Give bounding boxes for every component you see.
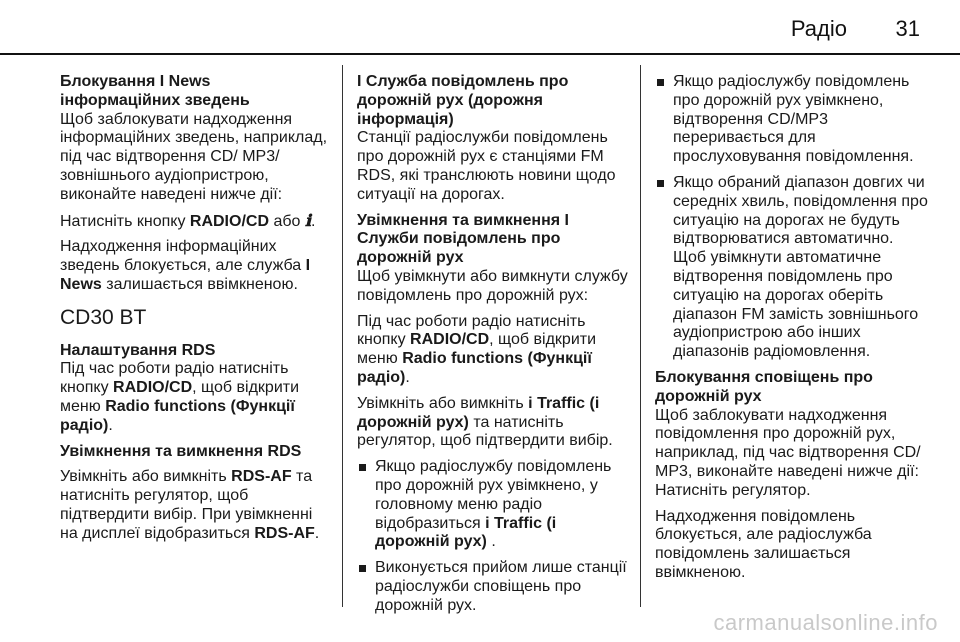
text: Увімкніть або вимкніть [60,468,232,486]
column-2 [357,73,629,623]
text: Якщо радіослужбу повідомлень про дорожній рух увімкнено, у головному меню радіо відобразиться [375,458,612,532]
text: Надходження інформаційних зведень блокується, але служба [60,238,306,275]
text: Натисніть кнопку [60,212,190,230]
column-1 [60,73,332,551]
bullet-square-icon [657,79,664,86]
traffic-menu-instruction [357,313,629,388]
traffic-option: i Traffic (і дорожній рух) [375,514,557,551]
section-heading: CD30 BT [60,305,147,329]
text: Увімкніть або вимкніть [357,394,529,412]
text: . [486,533,496,551]
bullet-item [655,174,930,362]
rds-toggle-heading: Увімкнення та вимкнення RDS [60,442,302,460]
traffic-toggle-heading: Увімкнення та вимкнення I Служби повідомлень про дорожній рух [357,211,569,267]
bullet-item [655,73,930,167]
bullet-item [357,458,629,552]
bullet-item [357,559,629,615]
traffic-service-section [357,73,629,205]
news-block-heading: Блокування I News інформаційних зведень [60,73,250,109]
text: . [314,524,320,542]
info-icon: ℹ [304,210,311,230]
traffic-service-text: Станції радіослужби повідомлень про дорожній рух є станціями FM RDS, які транслюють новини щодо ситуації на дорогах. [357,129,616,203]
bullet-square-icon [359,464,366,471]
traffic-block-section [655,369,930,501]
traffic-service-heading: I Служба повідомлень про дорожній рух (дорожня інформація) [357,73,569,128]
rds-af-key: RDS-AF [231,468,292,486]
header-rule [0,53,960,55]
traffic-block-result: Надходження повідомлень блокується, але радіослужба повідомлень залишається ввімкненою. [655,507,872,581]
text: . [310,212,316,230]
text: та натисніть регулятор, щоб підтвердити вибір. [357,413,613,450]
text: або [269,212,305,230]
rds-setup-section [60,342,332,436]
traffic-option: i Traffic (і дорожній рух) [357,394,600,431]
traffic-toggle-text: Щоб увімкнути або вимкнути службу повідомлень про дорожній рух: [357,267,628,304]
bullet-square-icon [657,180,664,187]
rds-setup-heading: Налаштування RDS [60,341,216,359]
page-header [0,0,960,52]
radio-functions-menu: Radio functions (Функції радіо) [60,397,295,434]
text: . [108,416,113,434]
rds-toggle-heading-wrap [60,443,332,462]
traffic-enable-instruction [357,395,629,451]
text: , щоб відкрити меню [357,331,597,368]
news-block-text: Щоб заблокувати надходження інформаційних зведень, наприклад, під час відтворення CD/ MP3/зовнішнього аудіопристрою, виконайте наведені нижче дії: [60,110,328,203]
text: , щоб відкрити меню [60,379,300,415]
text: Виконується прийом лише станції радіослужби сповіщень про дорожній рух. [375,559,627,614]
radio-functions-menu: Radio functions (Функції радіо) [357,350,592,386]
news-block-section [60,73,332,205]
page-number: 31 [895,16,920,41]
text: та натисніть регулятор, щоб підтвердити вибір. При увімкненні на дисплеї відобразиться [60,468,313,542]
column-divider [640,65,641,607]
traffic-toggle-section [357,212,629,306]
radio-cd-key: RADIO/CD [113,379,193,397]
text: залишається ввімкненою. [101,275,298,293]
news-block-result [60,238,332,294]
text: Під час роботи радіо натисніть кнопку [60,360,289,397]
bullet-square-icon [359,565,366,572]
radio-cd-key: RADIO/CD [189,212,269,230]
traffic-block-heading: Блокування сповіщень про дорожній рух [655,368,873,405]
watermark: carmanualsonline.info [713,610,938,635]
radio-cd-key: RADIO/CD [410,331,490,349]
rds-toggle-text [60,468,332,543]
column-divider [342,65,343,607]
traffic-block-text: Щоб заблокувати надходження повідомлення про дорожній рух, наприклад, під час відтворення CD/ MP3, виконайте наведені нижче дії: Натисніть регулятор. [655,406,921,499]
text: Якщо обраний діапазон довгих чи середніх хвиль, повідомлення про ситуацію на дорогах не будуть відтворюватися автоматично. Щоб увімкнути автоматичне відтворення повідомлень про ситуацію на дорогах оберіть діапазон FM замість зовнішнього аудіопристрою або інших діапазонів радіомовлення. [673,173,928,361]
text: . [405,368,410,386]
text: Якщо радіослужбу повідомлень про дорожній рух увімкнено, відтворення CD/MP3 переривається для прослуховування повідомлення. [673,73,914,166]
rds-af-key: RDS-AF [254,524,315,542]
column-3 [655,73,930,590]
page-title: Радіо [790,16,847,41]
i-news-key: I News [60,257,311,293]
text: Під час роботи радіо натисніть кнопку [357,312,586,349]
news-block-instruction [60,212,332,232]
